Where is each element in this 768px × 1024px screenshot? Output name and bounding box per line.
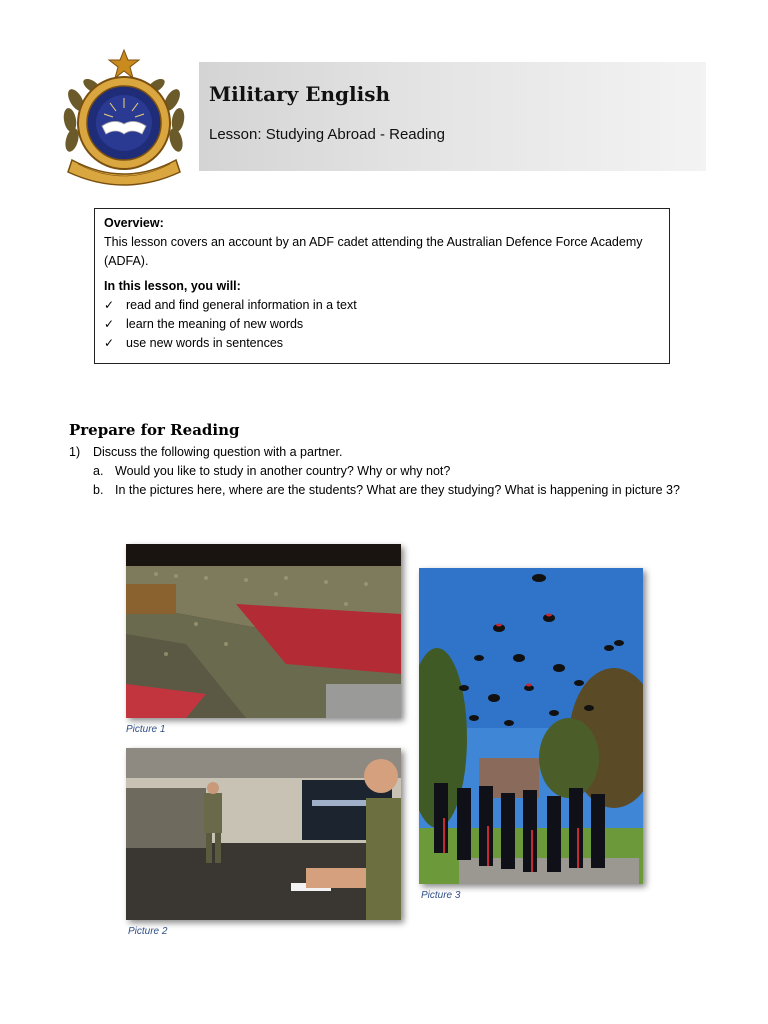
crest-icon [58,48,190,190]
section-title-prepare: Prepare for Reading [69,421,240,439]
sub-question-letter: a. [93,464,104,478]
header-band [199,62,706,171]
overview-description: This lesson covers an account by an ADF cadet attending the Australian Defence Force Academy (ADFA). [104,235,643,268]
lecture-theatre-photo [126,544,401,718]
sub-question-a [93,462,703,481]
sub-question-b [93,481,703,500]
goal-item [104,334,660,353]
goals-list [104,296,660,353]
lesson-title: Lesson: Studying Abroad - Reading [209,126,445,143]
picture-3-caption: Picture 3 [421,890,461,901]
picture-2 [126,748,401,920]
crest-logo [58,48,190,190]
picture-2-caption: Picture 2 [128,926,168,937]
picture-1 [126,544,401,718]
checkmark-icon: ✓ [104,298,115,312]
document-title: Military English [209,82,391,106]
sub-question-letter: b. [93,483,104,497]
goals-heading: In this lesson, you will: [104,279,241,293]
goal-item [104,315,660,334]
picture-3 [419,568,643,884]
briefing-room-photo [126,748,401,920]
goal-text: learn the meaning of new words [126,317,304,331]
question-text: Discuss the following question with a partner. [93,445,343,459]
picture-1-caption: Picture 1 [126,724,166,735]
question-1 [69,443,699,462]
overview-heading: Overview: [104,216,164,230]
question-number: 1) [69,445,81,459]
graduation-hat-toss-photo [419,568,643,884]
goal-item [104,296,660,315]
overview-box [94,208,670,364]
checkmark-icon: ✓ [104,317,115,331]
checkmark-icon: ✓ [104,336,115,350]
sub-question-text: In the pictures here, where are the students? What are they studying? What is happening in picture 3? [115,483,680,497]
sub-question-text: Would you like to study in another country? Why or why not? [115,464,451,478]
goal-text: read and find general information in a text [126,298,357,312]
goal-text: use new words in sentences [126,336,284,350]
